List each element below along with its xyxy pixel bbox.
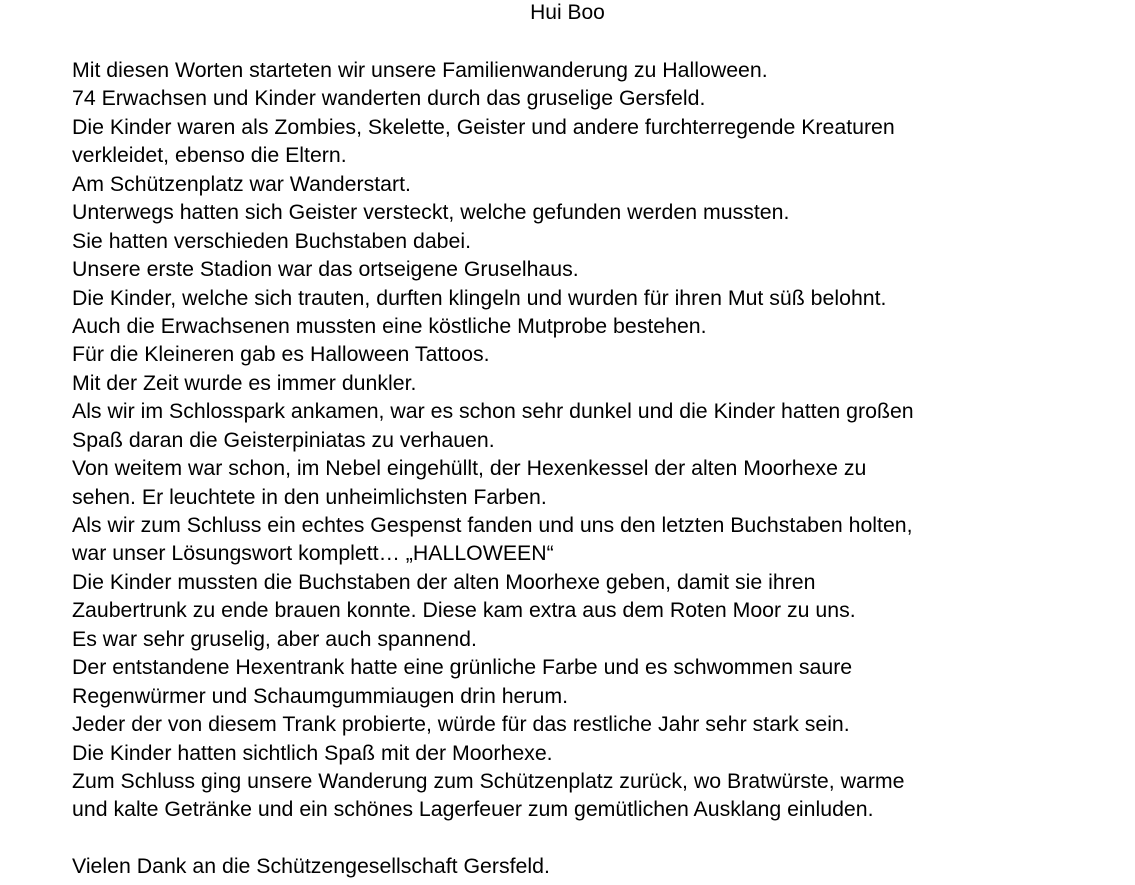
text-line: verkleidet, ebenso die Eltern. <box>72 143 347 168</box>
text-line: Es war sehr gruselig, aber auch spannend. <box>72 626 477 651</box>
text-line: Jeder der von diesem Trank probierte, würde für das restliche Jahr sehr stark sein. <box>72 712 850 737</box>
text-line: Sie hatten verschieden Buchstaben dabei. <box>72 228 472 253</box>
closing-line: Vielen Dank an die Schützengesellschaft Gersfeld. <box>72 854 550 879</box>
text-line: Von weitem war schon, im Nebel eingehüllt, der Hexenkessel der alten Moorhexe zu <box>72 456 867 481</box>
text-line: Mit der Zeit wurde es immer dunkler. <box>72 370 417 395</box>
text-line: Am Schützenplatz war Wanderstart. <box>72 171 411 196</box>
text-line: Die Kinder, welche sich trauten, durften klingeln und wurden für ihren Mut süß belohnt. <box>72 285 887 310</box>
page-title: Hui Boo <box>530 1 605 24</box>
text-line: 74 Erwachsen und Kinder wanderten durch das gruselige Gersfeld. <box>72 86 706 111</box>
text-line: und kalte Getränke und ein schönes Lagerfeuer zum gemütlichen Ausklang einluden. <box>72 797 874 822</box>
text-line: Als wir zum Schluss ein echtes Gespenst fanden und uns den letzten Buchstaben holten, <box>72 513 913 537</box>
text-line: Zaubertrunk zu ende brauen konnte. Diese kam extra aus dem Roten Moor zu uns. <box>72 598 856 623</box>
text-line: Als wir im Schlosspark ankamen, war es schon sehr dunkel und die Kinder hatten großen <box>72 399 914 424</box>
text-line: Unterwegs hatten sich Geister versteckt, welche gefunden werden mussten. <box>72 200 790 225</box>
text-line: Für die Kleineren gab es Halloween Tattoos. <box>72 342 490 367</box>
text-line: Der entstandene Hexentrank hatte eine grünliche Farbe und es schwommen saure <box>72 655 853 680</box>
text-line: Die Kinder hatten sichtlich Spaß mit der Moorhexe. <box>72 740 553 765</box>
text-line: Die Kinder waren als Zombies, Skelette, Geister und andere furchterregende Kreaturen <box>72 114 895 139</box>
text-line: war unser Lösungswort komplett… „HALLOWEEN“ <box>72 541 554 566</box>
text-line: Die Kinder mussten die Buchstaben der alten Moorhexe geben, damit sie ihren <box>72 569 816 594</box>
text-line: sehen. Er leuchtete in den unheimlichsten Farben. <box>72 484 547 509</box>
text-line: Zum Schluss ging unsere Wanderung zum Schützenplatz zurück, wo Bratwürste, warme <box>72 768 905 793</box>
text-line: Spaß daran die Geisterpiniatas zu verhauen. <box>72 427 495 452</box>
document-body <box>72 56 1122 881</box>
text-line: Unsere erste Stadion war das ortseigene Gruselhaus. <box>72 257 579 282</box>
text-line: Regenwürmer und Schaumgummiaugen drin herum. <box>72 683 568 708</box>
text-line: Auch die Erwachsenen mussten eine köstliche Mutprobe bestehen. <box>72 313 707 338</box>
text-line: Mit diesen Worten starteten wir unsere Familienwanderung zu Halloween. <box>72 58 768 82</box>
paragraph-spacer <box>72 824 1122 852</box>
